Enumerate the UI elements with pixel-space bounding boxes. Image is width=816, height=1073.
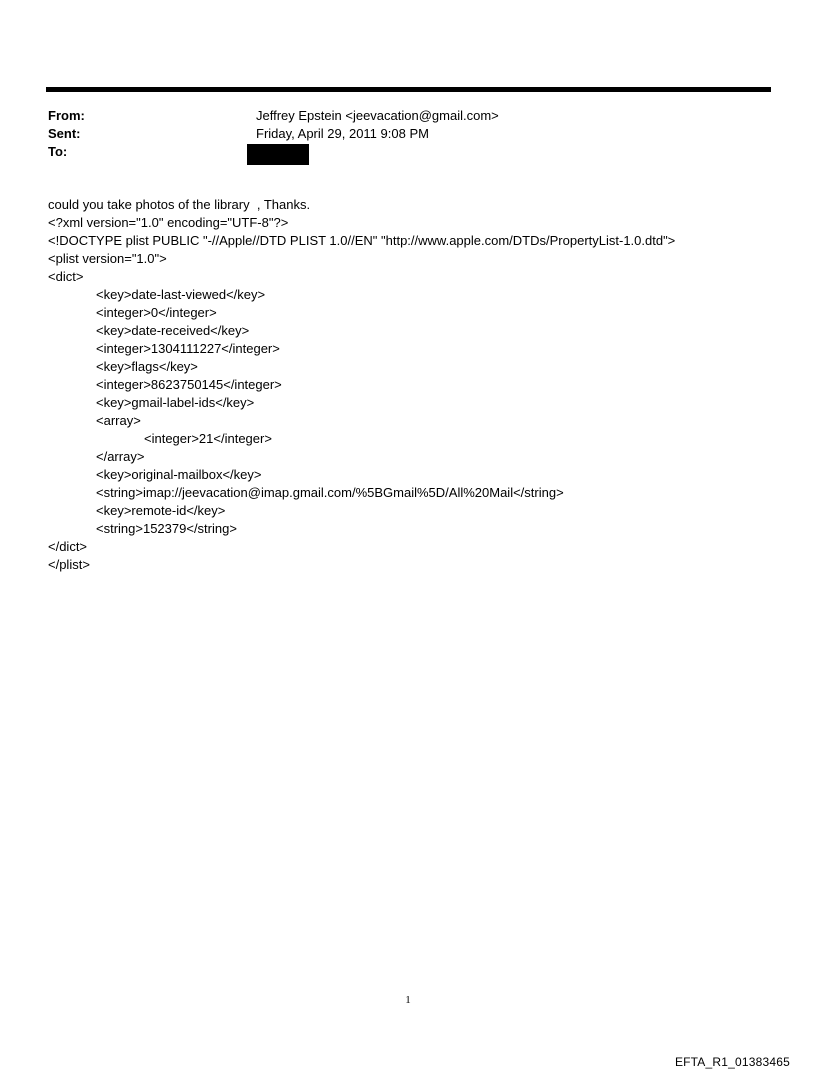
xml-line: <array> xyxy=(96,413,141,428)
xml-line: <key>remote-id</key> xyxy=(96,503,226,518)
sent-label: Sent: xyxy=(48,126,81,141)
xml-line: </dict> xyxy=(48,539,88,554)
page-number: 1 xyxy=(405,994,411,1006)
document-id: EFTA_R1_01383465 xyxy=(674,1055,790,1069)
message-text: could you take photos of the library , Thanks. xyxy=(48,197,311,212)
xml-line: <dict> xyxy=(48,269,84,284)
xml-line: <key>date-last-viewed</key> xyxy=(96,287,266,302)
sent-value: Friday, April 29, 2011 9:08 PM xyxy=(256,126,429,141)
xml-line: <integer>21</integer> xyxy=(144,431,272,446)
xml-line: <?xml version="1.0" encoding="UTF-8"?> xyxy=(48,215,289,230)
xml-line: <key>flags</key> xyxy=(96,359,198,374)
xml-line: <plist version="1.0"> xyxy=(48,251,167,266)
xml-line: <integer>8623750145</integer> xyxy=(96,377,282,392)
xml-line: <key>original-mailbox</key> xyxy=(96,467,262,482)
email-body xyxy=(48,196,788,574)
to-label: To: xyxy=(48,144,68,159)
xml-line: <key>gmail-label-ids</key> xyxy=(96,395,255,410)
xml-line: <integer>1304111227</integer> xyxy=(96,341,280,356)
xml-line: <!DOCTYPE plist PUBLIC "-//Apple//DTD PLIST 1.0//EN" "http://www.apple.com/DTDs/PropertyList-1.0.dtd"> xyxy=(48,233,676,248)
redaction-box xyxy=(247,144,309,165)
from-value: Jeffrey Epstein <jeevacation@gmail.com> xyxy=(256,108,499,123)
header-divider xyxy=(46,87,771,92)
xml-line: <string>imap://jeevacation@imap.gmail.com/%5BGmail%5D/All%20Mail</string> xyxy=(96,485,564,500)
xml-line: </plist> xyxy=(48,557,90,572)
xml-line: </array> xyxy=(96,449,145,464)
xml-line: <key>date-received</key> xyxy=(96,323,250,338)
xml-line: <integer>0</integer> xyxy=(96,305,217,320)
xml-line: <string>152379</string> xyxy=(96,521,237,536)
from-label: From: xyxy=(48,108,85,123)
